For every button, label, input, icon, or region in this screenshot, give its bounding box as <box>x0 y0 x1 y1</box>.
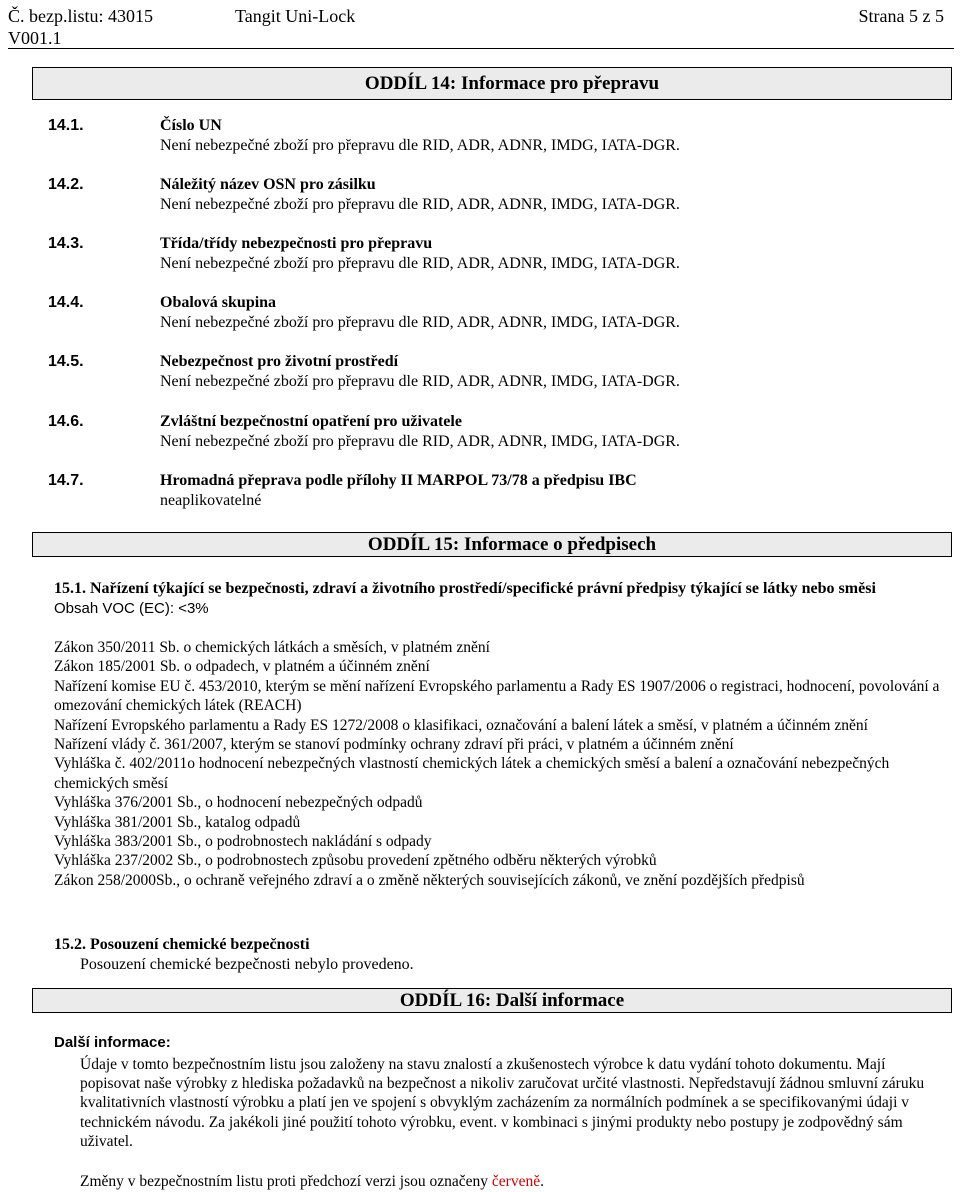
item-number: 14.2. <box>48 176 84 193</box>
item-title: Hromadná přeprava podle přílohy II MARPOL 73/78 a předpisu IBC <box>160 472 637 489</box>
header-product-name: Tangit Uni-Lock <box>235 6 356 26</box>
section-15-banner <box>32 532 952 557</box>
item-value: Není nebezpečné zboží pro přepravu dle RID, ADR, ADNR, IMDG, IATA-DGR. <box>160 196 680 213</box>
further-info-body: Údaje v tomto bezpečnostním listu jsou založeny na stavu znalostí a zkušenostech výrobce k datu vydání tohoto dokumentu. Mají popisovat naše výrobky z hlediska požadavků na bezpečnost a nikoliv zaručovat určité vlastnosti. Nepředstavují žádnou smluvní záruku kvalitativních vlastností výrobku a platí jen ve spojení s obvyklým zacházením za normálních podmínek a se specifikovanými údaji v technickém návodu. Za jakékoli jiné použití tohoto výrobku, event. v kombinaci s jinými produkty nebo postupy je zodpovědný sám uživatel. <box>80 1056 925 1150</box>
regulation-item: Vyhláška 383/2001 Sb., o podrobnostech nakládání s odpady <box>54 833 432 851</box>
regulation-item: Zákon 350/2011 Sb. o chemických látkách a směsích, v platném znění <box>54 639 490 656</box>
subsection-15-2-value: Posouzení chemické bezpečnosti nebylo provedeno. <box>80 956 414 973</box>
item-value: neaplikovatelné <box>160 492 262 509</box>
regulation-item: Nařízení Evropského parlamentu a Rady ES 1272/2008 o klasifikaci, označování a balení látek a směsí, v platném a účinném znění <box>54 716 868 734</box>
voc-content: Obsah VOC (EC): <3% <box>54 600 209 617</box>
item-title: Náležitý název OSN pro zásilku <box>160 176 376 193</box>
subsection-15-1-title: 15.1. Nařízení týkající se bezpečnosti, zdraví a životního prostředí/specifické právní předpisy týkající se látky nebo směsi <box>54 580 876 597</box>
item-number: 14.1. <box>48 117 84 134</box>
regulation-item: Vyhláška 237/2002 Sb., o podrobnostech způsobu provedení zpětného odběru některých výrobků <box>54 852 657 870</box>
header-divider <box>8 48 954 49</box>
header-version: V001.1 <box>8 28 62 48</box>
further-info-label: Další informace: <box>54 1034 171 1051</box>
item-number: 14.4. <box>48 294 84 311</box>
header-doc-number: Č. bezp.listu: 43015 <box>8 6 153 26</box>
regulation-item: Nařízení komise EU č. 453/2010, kterým se mění nařízení Evropského parlamentu a Rady ES 1907/2006 o registraci, hodnocení, povolování a omezování chemických látek (REACH) <box>54 677 940 715</box>
regulations-list <box>54 638 944 890</box>
changes-note <box>80 1172 544 1192</box>
regulation-item: Vyhláška č. 402/2011o hodnocení nebezpečných vlastností chemických látek a chemických směsí a balení a označování nebezpečných chemických směsí <box>54 755 890 792</box>
item-title: Zvláštní bezpečnostní opatření pro uživatele <box>160 413 462 430</box>
item-title: Obalová skupina <box>160 294 277 311</box>
regulation-item: Nařízení vlády č. 361/2007, kterým se stanoví podmínky ochrany zdraví při práci, v platném a účinném znění <box>54 736 734 754</box>
section-14-banner <box>32 67 952 100</box>
item-value: Není nebezpečné zboží pro přepravu dle RID, ADR, ADNR, IMDG, IATA-DGR. <box>160 255 680 272</box>
item-value: Není nebezpečné zboží pro přepravu dle RID, ADR, ADNR, IMDG, IATA-DGR. <box>160 137 680 154</box>
regulation-item: Zákon 258/2000Sb., o ochraně veřejného zdraví a o změně některých souvisejících zákonů, ve znění pozdějších předpisů <box>54 871 805 889</box>
item-number: 14.6. <box>48 413 84 430</box>
regulation-item: Vyhláška 376/2001 Sb., o hodnocení nebezpečných odpadů <box>54 794 423 812</box>
item-number: 14.7. <box>48 472 84 489</box>
item-value: Není nebezpečné zboží pro přepravu dle RID, ADR, ADNR, IMDG, IATA-DGR. <box>160 433 680 450</box>
changes-note-suffix: . <box>540 1173 544 1190</box>
section-16-title: ODDÍL 16: Další informace <box>399 990 625 1011</box>
section-16-banner <box>32 988 952 1013</box>
item-title: Číslo UN <box>160 117 222 134</box>
subsection-15-2-title: 15.2. Posouzení chemické bezpečnosti <box>54 936 310 953</box>
item-value: Není nebezpečné zboží pro přepravu dle RID, ADR, ADNR, IMDG, IATA-DGR. <box>160 373 680 390</box>
regulation-item: Vyhláška 381/2001 Sb., katalog odpadů <box>54 813 301 831</box>
item-value: Není nebezpečné zboží pro přepravu dle RID, ADR, ADNR, IMDG, IATA-DGR. <box>160 314 680 331</box>
regulation-item: Zákon 185/2001 Sb. o odpadech, v platném a účinném znění <box>54 658 430 676</box>
item-title: Třída/třídy nebezpečnosti pro přepravu <box>160 235 433 252</box>
item-number: 14.5. <box>48 353 84 370</box>
section-14-title: ODDÍL 14: Informace pro přepravu <box>364 73 660 94</box>
changes-note-prefix: Změny v bezpečnostním listu proti předchozí verzi jsou označeny <box>80 1173 492 1190</box>
changes-note-red-word: červeně <box>491 1173 541 1190</box>
item-number: 14.3. <box>48 235 84 252</box>
header-page-number: Strana 5 z 5 <box>858 6 944 26</box>
item-title: Nebezpečnost pro životní prostředí <box>160 353 399 370</box>
section-15-title: ODDÍL 15: Informace o předpisech <box>367 534 657 555</box>
